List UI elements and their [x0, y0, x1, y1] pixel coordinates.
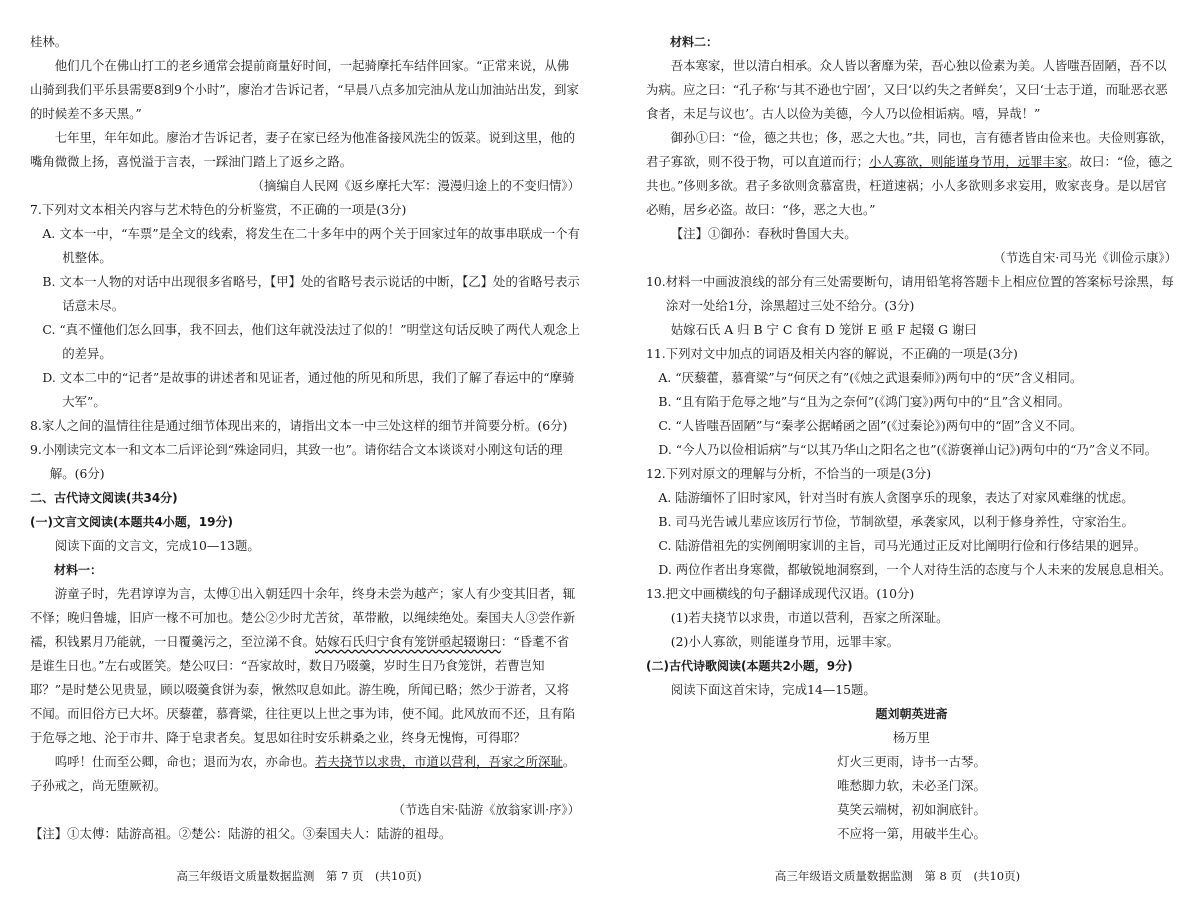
- material-2-paragraph-1: 吾本寒家，世以清白相承。众人皆以奢靡为荣，吾心独以俭素为美。人皆嗤吾固陋，吾不以为病。应之曰：“孔子称‘与其不逊也宁固’，又曰‘以约失之者鲜矣’，又曰‘士志于道，而耻恶衣恶食者，未足与议也’。古人以俭为美德，今人乃以俭相诟病。嘻，异哉！”: [646, 58, 1168, 121]
- material-2-paragraph-2: [646, 126, 1177, 222]
- text-line: 桂林。: [30, 34, 68, 49]
- question-12: 12.下列对原文的理解与分析，不恰当的一项是(3分): [646, 466, 932, 481]
- left-text-block: [30, 30, 580, 582]
- source-citation: （节选自宋·司马光《训俭示康》）: [993, 250, 1177, 265]
- underlined-text: 小人寡欲，则能谨身节用，远罪丰家: [869, 154, 1068, 169]
- left-page: [0, 0, 598, 900]
- wenyan-text: ：“昏耄不省是谁生日也。”左右或匿笑。楚公叹曰：“吾家故时，数日乃啜羹，岁时生日乃食笼饼，若曹岂知耶？”是时楚公见贵显，顾以啜羹食饼为泰，愀然叹息如此。游生晚，所闻已略；然少于游者，又将不闻。而旧俗方已大坏。厌藜藿，慕膏粱，往往更以上世之事为讳，使不闻。此风放而不还，且有陷于危辱之地、沦于市井、降于皂隶者矣。复思如往时安乐耕桑之业，终身无愧悔，可得耶？: [30, 634, 576, 745]
- question-12-option-c: C. 陆游借祖先的实例阐明家训的主旨，司马光通过正反对比阐明行俭和行侈结果的迥异。: [658, 538, 1147, 553]
- question-12-option-d: D. 两位作者出身寒微，都敏锐地洞察到，一个人对待生活的态度与个人未来的发展息息相关。: [658, 562, 1172, 577]
- text-line: 7.下列对文本相关内容与艺术特色的分析鉴赏，不正确的一项是(3分): [30, 202, 407, 217]
- wenyan-text: 呜呼！仕而至公卿，命也；退而为农，亦命也。: [54, 754, 315, 769]
- question-13-item-2: (2)小人寡欲，则能谨身节用，远罪丰家。: [670, 634, 899, 649]
- poetry-intro: 阅读下面这首宋诗，完成14—15题。: [670, 682, 876, 697]
- page-footer: 高三年级语文质量数据监测 第 7 页 (共10页): [176, 869, 422, 883]
- text-line: 8.家人之间的温情往往是通过细节体现出来的，请指出文本一中三处这样的细节并简要分析。(6分): [30, 418, 568, 433]
- text-line: A. 文本一中，“车票”是全文的线索，将发生在二十多年中的两个关于回家过年的故事串联成一个有机整体。: [42, 226, 580, 265]
- text-line: 二、古代诗文阅读(共34分): [30, 491, 178, 505]
- poem-body: [646, 750, 1177, 846]
- poem-line: 不应将一第，用破半生心。: [837, 826, 986, 841]
- poem-title: 题刘朝英进斋: [875, 707, 948, 721]
- text-line: （摘编自人民网《返乡摩托大军：漫漫归途上的不变归情》）: [251, 178, 580, 193]
- question-10-options: 姑嫁石氏 A 归 B 宁 C 食有 D 笼饼 E 亟 F 起辍 G 谢曰: [670, 322, 977, 337]
- wenyan-paragraph-2: [30, 750, 580, 798]
- text-line: 阅读下面的文言文，完成10—13题。: [54, 538, 260, 553]
- wenyan-text: 。故曰：“俭，德之共也。”侈则多欲。君子多欲则贪慕富贵，枉道速祸；小人多欲则多求妄用，败家丧身。是以居官必贿，居乡必盗。故曰：“侈，恶之大也。”: [646, 154, 1173, 217]
- material-2-title: 材料二：: [670, 35, 719, 49]
- poem-line: 莫笑云端树，初如涧底针。: [837, 802, 986, 817]
- source-citation: （节选自宋·陆游《放翁家训·序》）: [392, 802, 580, 817]
- wenyan-text: 御孙①曰：“俭，德之共也；侈，恶之大也。”共，同也，言有德者皆由俭来也。夫俭则寡欲，君子寡欲，则不役于物，可以直道而行；: [646, 130, 1173, 169]
- underlined-text: 若夫挠节以求贵，市道以营利，吾家之所深耻: [315, 754, 563, 769]
- annotation-note: 【注】①御孙：春秋时鲁国大夫。: [670, 226, 857, 241]
- question-11-option-a: A. “厌藜藿，慕膏粱”与“何厌之有”(《烛之武退秦师》)两句中的“厌”含义相同。: [658, 370, 1083, 385]
- question-11-option-c: C. “人皆嗤吾固陋”与“秦孝公据崤函之固”(《过秦论》)两句中的“固”含义不同。: [658, 418, 1083, 433]
- question-13: 13.把文中画横线的句子翻译成现代汉语。(10分): [646, 586, 915, 601]
- question-13-item-1: (1)若夫挠节以求贵，市道以营利，吾家之所深耻。: [670, 610, 949, 625]
- text-line: 他们几个在佛山打工的老乡通常会提前商量好时间，一起骑摩托车结伴回家。“正常来说，从佛山骑到我们平乐县需要8到9个小时”，廖治才告诉记者，“早晨八点多加完油从龙山加油站出发，到家的时候差不多天黑。”: [30, 58, 579, 121]
- question-12-option-a: A. 陆游缅怀了旧时家风，针对当时有族人贪图享乐的现象，表达了对家风难继的忧虑。: [658, 490, 1134, 505]
- text-line: 材料一：: [54, 563, 103, 577]
- question-10: 10.材料一中画波浪线的部分有三处需要断句，请用铅笔将答题卡上相应位置的答案标号涂黑，每涂对一处给1分，涂黑超过三处不给分。(3分): [646, 274, 1174, 313]
- question-11-option-d: D. “今人乃以俭相诟病”与“以其乃华山之阳名之也”(《游褒禅山记》)两句中的“乃”含义不同。: [658, 442, 1158, 457]
- poem-author: 杨万里: [892, 730, 931, 745]
- text-line: 七年里，年年如此。廖治才告诉记者，妻子在家已经为他准备接风洗尘的饭菜。说到这里，他的嘴角微微上扬，喜悦溢于言表，一踩油门踏上了返乡之路。: [30, 130, 576, 169]
- page-footer: 高三年级语文质量数据监测 第 8 页 (共10页): [774, 869, 1021, 883]
- wenyan-paragraph-1: [30, 582, 580, 750]
- wavy-underlined-text: 姑嫁石氏归宁食有笼饼亟起辍谢曰: [314, 634, 501, 649]
- poem-line: 灯火三更雨，诗书一古琴。: [837, 754, 986, 769]
- right-page: [598, 0, 1197, 900]
- poem-line: 唯愁脚力软，未必圣门深。: [837, 778, 986, 793]
- section-poetry-heading: (二)古代诗歌阅读(本题共2小题，9分): [646, 659, 853, 673]
- wenyan-text: 游童子时，先君谆谆为言，太傅①出入朝廷四十余年，终身未尝为越产；家人有少变其旧者，辄不怿；晚归鲁墟，旧庐一椽不可加也。楚公②少时尤苦贫，革带敝，以绳续绝处。秦国夫人③尝作新襦，积钱累月乃能就，一日覆羹污之，至泣涕不食。: [30, 586, 576, 649]
- question-11: 11.下列对文中加点的词语及相关内容的解说，不正确的一项是(3分): [646, 346, 1018, 361]
- text-line: C. “真不懂他们怎么回事，我不回去，他们这年就没法过了似的！”明堂这句话反映了两代人观念上的差异。: [42, 322, 581, 361]
- text-line: D. 文本二中的“记者”是故事的讲述者和见证者，通过他的所见和所思，我们了解了春运中的“摩骑大军”。: [42, 370, 575, 409]
- question-11-option-b: B. “且有陷于危辱之地”与“且为之奈何”(《鸿门宴》)两句中的“且”含义相同。: [658, 394, 1070, 409]
- text-line: B. 文本一人物的对话中出现很多省略号，【甲】处的省略号表示说话的中断，【乙】处的省略号表示话意未尽。: [42, 274, 580, 313]
- text-line: (一)文言文阅读(本题共4小题，19分): [30, 515, 233, 529]
- question-12-option-b: B. 司马光告诫儿辈应该厉行节俭，节制欲望，承袭家风，以利于修身养性，守家治生。: [658, 514, 1134, 529]
- wenyan-text: 。子孙戒之，尚无堕厥初。: [30, 754, 576, 793]
- text-line: 9.小刚读完文本一和文本二后评论到“殊途同归，其致一也”。请你结合文本谈谈对小刚这句话的理解。(6分): [30, 442, 563, 481]
- annotation-note: 【注】①太傅：陆游高祖。②楚公：陆游的祖父。③秦国夫人：陆游的祖母。: [30, 826, 452, 841]
